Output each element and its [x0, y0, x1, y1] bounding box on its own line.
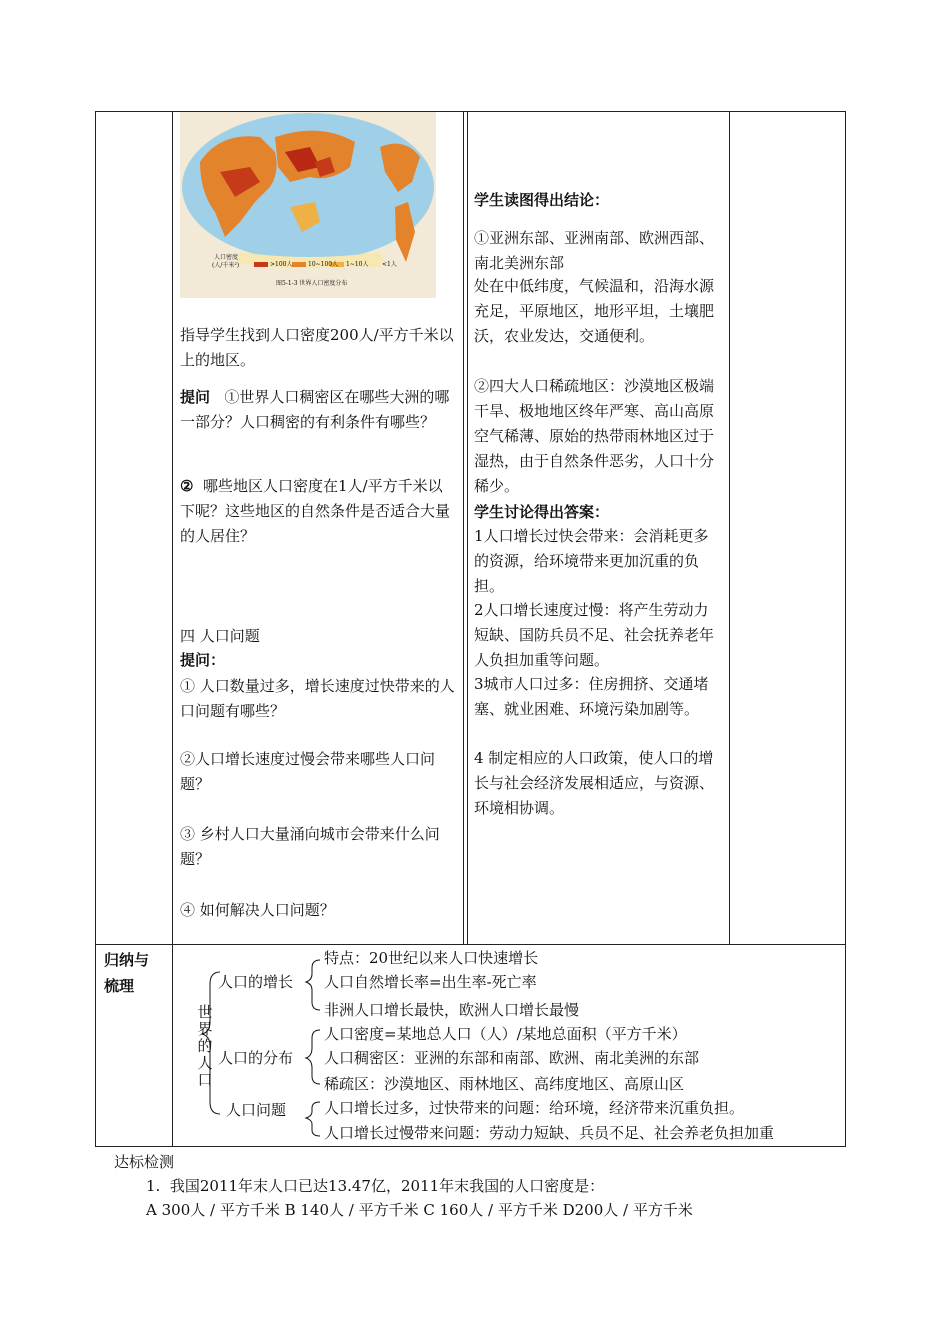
answer-1: 1人口增长过快会带来：会消耗更多的资源，给环境带来更加沉重的负担。	[474, 527, 709, 595]
test-question-1	[146, 1174, 604, 1199]
table-mid-border	[95, 944, 846, 945]
table-right-border	[845, 111, 846, 1147]
map-legend-item: >100人	[270, 261, 293, 268]
question-1-text: ①世界人口稠密区在哪些大洲的哪一部分？人口稠密的有利条件有哪些？	[180, 388, 450, 431]
summary-problem-item: 人口增长过多，过快带来的问题：给环境，经济带来沉重负担。	[324, 1099, 745, 1117]
test-title: 达标检测	[114, 1153, 175, 1171]
summary-branch-growth: 人口的增长	[218, 973, 294, 991]
map-legend-title: 人口密度	[214, 254, 239, 261]
conclusion-1-detail: 处在中低纬度，气候温和，沿海水源充足，平原地区，地形平坦，土壤肥沃，农业发达，交通便利。	[474, 277, 715, 345]
col-divider-2b	[467, 111, 468, 945]
question-1	[180, 385, 456, 435]
table-left-border	[95, 111, 96, 1147]
answer-4: 4 制定相应的人口政策，使人口的增长与社会经济发展相适应，与资源、环境相协调。	[474, 749, 715, 817]
problem-question: ②人口增长速度过慢会带来哪些人口问题？	[180, 750, 436, 793]
conclusion-1: ①亚洲东部、亚洲南部、欧洲西部、南北美洲东部	[474, 229, 715, 272]
problem-question: ④ 如何解决人口问题？	[180, 901, 335, 919]
summary-label: 梳理	[104, 977, 135, 995]
guide-text: 指导学生找到人口密度200人/平方千米以上的地区。	[180, 326, 454, 369]
summary-distribution-item: 人口密度=某地总人口（人）/某地总面积（平方千米）	[324, 1025, 687, 1043]
question-2-mark: ②	[180, 477, 194, 495]
answer-3: 3城市人口过多：住房拥挤、交通堵塞、就业困难、环境污染加剧等。	[474, 675, 709, 718]
summary-branch-distribution: 人口的分布	[218, 1049, 294, 1067]
map-legend-item: <1人	[382, 261, 397, 268]
question-2-text: 哪些地区人口密度在1人/平方千米以下呢？这些地区的自然条件是否适合大量的人居住？	[180, 477, 451, 545]
conclusion-2: ②四大人口稀疏地区：沙漠地区极端干旱、极地地区终年严寒、高山高原空气稀薄、原始的热带雨林地区过于湿热，由于自然条件恶劣，人口十分稀少。	[474, 377, 715, 495]
summary-root: 世 界 的 人 口	[197, 1003, 213, 1089]
question-label: 提问	[180, 388, 211, 406]
summary-distribution-item: 稀疏区：沙漠地区、雨林地区、高纬度地区、高原山区	[324, 1075, 685, 1093]
table-bottom-border	[95, 1146, 846, 1147]
question-text: 我国2011年末人口已达13.47亿，2011年末我国的人口密度是：	[169, 1177, 605, 1195]
question-2	[180, 474, 456, 549]
summary-label: 归纳与	[104, 951, 150, 969]
summary-growth-item: 非洲人口增长最快，欧洲人口增长最慢	[324, 1001, 580, 1019]
question-number: 1.	[146, 1177, 161, 1195]
summary-distribution-item: 人口稠密区：亚洲的东部和南部、欧洲、南北美洲的东部	[324, 1049, 700, 1067]
discussion-heading: 学生讨论得出答案：	[474, 503, 610, 521]
problem-question: ① 人口数量过多，增长速度过快带来的人口问题有哪些？	[180, 677, 455, 720]
map-legend-item: 10~100人	[308, 261, 339, 268]
col-divider-3	[729, 111, 730, 945]
col-divider-2	[463, 111, 464, 945]
summary-growth-item: 人口自然增长率=出生率-死亡率	[324, 973, 537, 991]
world-population-density-map	[180, 112, 436, 298]
section-title: 四 人口问题	[180, 627, 260, 645]
answer-2: 2人口增长速度过慢：将产生劳动力短缺、国防兵员不足、社会抚养老年人负担加重等问题。	[474, 601, 715, 669]
conclusion-heading: 学生读图得出结论：	[474, 191, 610, 209]
col-divider-1	[172, 111, 173, 1147]
ask-label: 提问：	[180, 651, 226, 669]
test-options: A 300人 / 平方千米 B 140人 / 平方千米 C 160人 / 平方千米 D200人 / 平方千米	[146, 1201, 693, 1219]
summary-problem-item: 人口增长过慢带来问题：劳动力短缺、兵员不足、社会养老负担加重	[324, 1124, 775, 1142]
map-legend-unit: (人/千米²)	[212, 262, 240, 269]
map-caption: 图5-1-3 世界人口密度分布	[276, 280, 348, 287]
summary-branch-problems: 人口问题	[226, 1101, 287, 1119]
problem-question: ③ 乡村人口大量涌向城市会带来什么问题？	[180, 825, 440, 868]
map-legend-item: 1~10人	[346, 261, 369, 268]
summary-growth-item: 特点：20世纪以来人口快速增长	[324, 949, 539, 967]
